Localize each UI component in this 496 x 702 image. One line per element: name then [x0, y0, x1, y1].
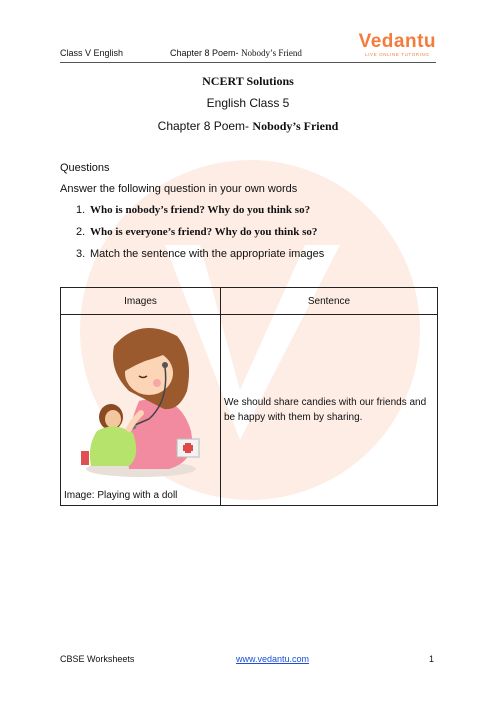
- question-item: [76, 204, 324, 226]
- question-text: Who is nobody’s friend? Why do you think so?: [90, 204, 311, 216]
- header-chapter-prefix: Chapter 8 Poem-: [170, 48, 239, 58]
- girl-with-doll-illustration: [69, 321, 209, 481]
- page-number: 1: [429, 654, 435, 664]
- question-text: Match the sentence with the appropriate images: [90, 248, 325, 260]
- header-chapter-title: Nobody’s Friend: [241, 48, 302, 58]
- question-list: [76, 204, 324, 270]
- question-item: [76, 226, 324, 248]
- chapter-prefix: Chapter 8 Poem-: [157, 119, 250, 133]
- header-chapter: [170, 48, 302, 58]
- question-number: 1.: [76, 204, 86, 216]
- questions-label: Questions: [60, 162, 110, 174]
- chapter-title: Nobody’s Friend: [252, 119, 339, 133]
- logo-wordmark: Vedantu: [358, 31, 436, 52]
- match-table: [60, 287, 438, 506]
- question-number: 2.: [76, 226, 86, 238]
- question-text: Who is everyone’s friend? Why do you think so?: [90, 226, 318, 238]
- doc-chapter-line: [0, 119, 496, 134]
- page-header: [60, 31, 436, 63]
- footer-link[interactable]: www.vedantu.com: [236, 654, 310, 664]
- logo-tagline: LIVE ONLINE TUTORING: [365, 52, 430, 57]
- question-number: 3.: [76, 248, 86, 260]
- image-cell: [61, 315, 221, 506]
- doc-title: NCERT Solutions: [202, 74, 294, 88]
- sentence-cell: We should share candies with our friends and be happy with them by sharing.: [221, 315, 438, 506]
- table-row: [61, 315, 438, 506]
- table-header-row: [61, 288, 438, 315]
- doc-subtitle: English Class 5: [206, 96, 290, 110]
- questions-instruction: Answer the following question in your own words: [60, 183, 298, 195]
- footer-label: CBSE Worksheets: [60, 654, 135, 664]
- header-images: Images: [61, 288, 221, 315]
- header-class-label: Class V English: [60, 48, 124, 58]
- vedantu-logo: [359, 32, 436, 57]
- image-caption: Image: Playing with a doll: [64, 490, 178, 501]
- header-sentence: Sentence: [221, 288, 438, 315]
- question-item: [76, 248, 324, 270]
